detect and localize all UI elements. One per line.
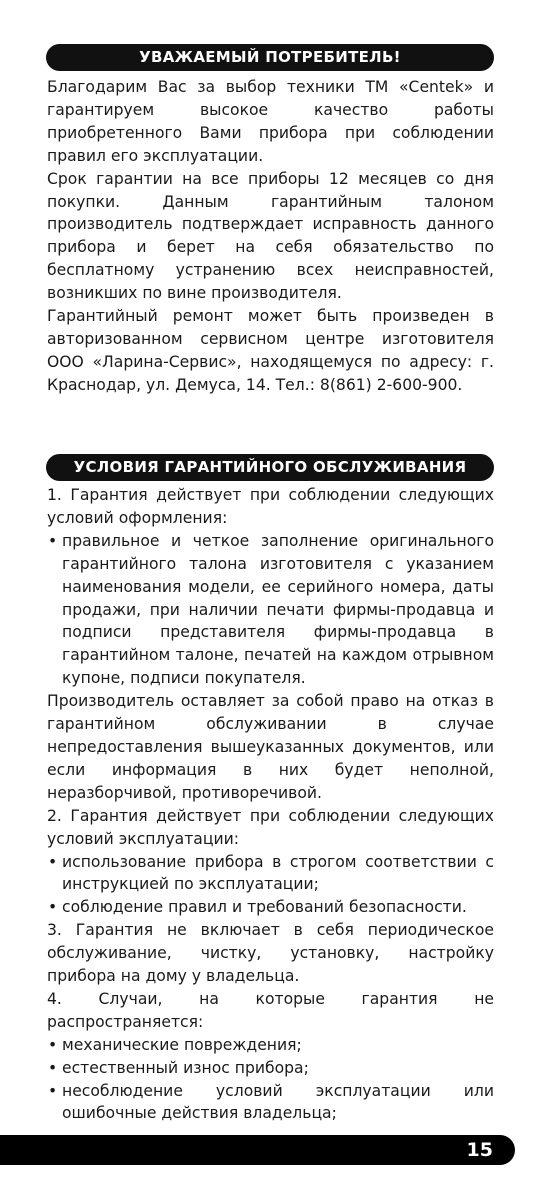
bullet-item: • использование прибора в строгом соответствии с инструкцией по эксплуатации; — [47, 851, 494, 897]
condition-paragraph: 2. Гарантия действует при соблюдении следующих условий эксплуатации: — [47, 806, 494, 848]
condition-paragraph: 3. Гарантия не включает в себя периодическое обслуживание, чистку, установку, настройку прибора на дому у владельца. — [47, 921, 494, 986]
condition-paragraph: 1. Гарантия действует при соблюдении следующих условий оформления: — [47, 486, 494, 527]
condition-paragraph: 4. Случаи, на которые гарантия не распространяется: — [47, 989, 494, 1031]
section-heading-consumer: УВАЖАЕМЫЙ ПОТРЕБИТЕЛЬ! — [46, 44, 494, 71]
bullet-item: • естественный износ прибора; — [47, 1057, 494, 1080]
bullet-item: • правильное и четкое заполнение оригинального гарантийного талона изготовителя с указанием наименования модели, ее серийного номера, даты продажи, при наличии печати фирмы-продавца и подписи представителя фирмы-продавца в гарантийном талоне, печатей на каждом отрывном купоне, подписи покупателя. — [47, 530, 494, 690]
intro-paragraph-warranty-term: Срок гарантии на все приборы 12 месяцев со дня покупки. Данным гарантийным талоном производитель подтверждает исправность данного прибора и берет на себя обязательство по бесплатному устранению всех неисправностей, возникших по вине производителя. — [47, 169, 494, 303]
bullet-item: • несоблюдение условий эксплуатации или ошибочные действия владельца; — [47, 1080, 494, 1126]
section-heading-warranty-conditions: УСЛОВИЯ ГАРАНТИЙНОГО ОБСЛУЖИВАНИЯ — [46, 454, 494, 481]
intro-text — [47, 76, 494, 397]
warranty-conditions-text — [47, 484, 494, 1125]
footer-bar — [0, 1135, 515, 1165]
intro-paragraph-thanks: Благодарим Вас за выбор техники ТМ «Centek» и гарантируем высокое качество работы приобретенного Вами прибора при соблюдении правил его эксплуатации. — [47, 78, 494, 165]
condition-paragraph: Производитель оставляет за собой право на отказ в гарантийном обслуживании в случае непредоставления вышеуказанных документов, или если информация в них будет неполной, неразборчивой, противоречивой. — [47, 692, 494, 802]
bullet-item: • механические повреждения; — [47, 1034, 494, 1057]
bullet-item: • соблюдение правил и требований безопасности. — [47, 896, 494, 919]
page-number: 15 — [466, 1139, 493, 1161]
intro-paragraph-service-center: Гарантийный ремонт может быть произведен в авторизованном сервисном центре изготовителя ООО «Ларина-Сервис», находящемуся по адресу: г. Краснодар, ул. Демуса, 14. Тел.: 8(861) 2-600-900. — [47, 307, 494, 394]
